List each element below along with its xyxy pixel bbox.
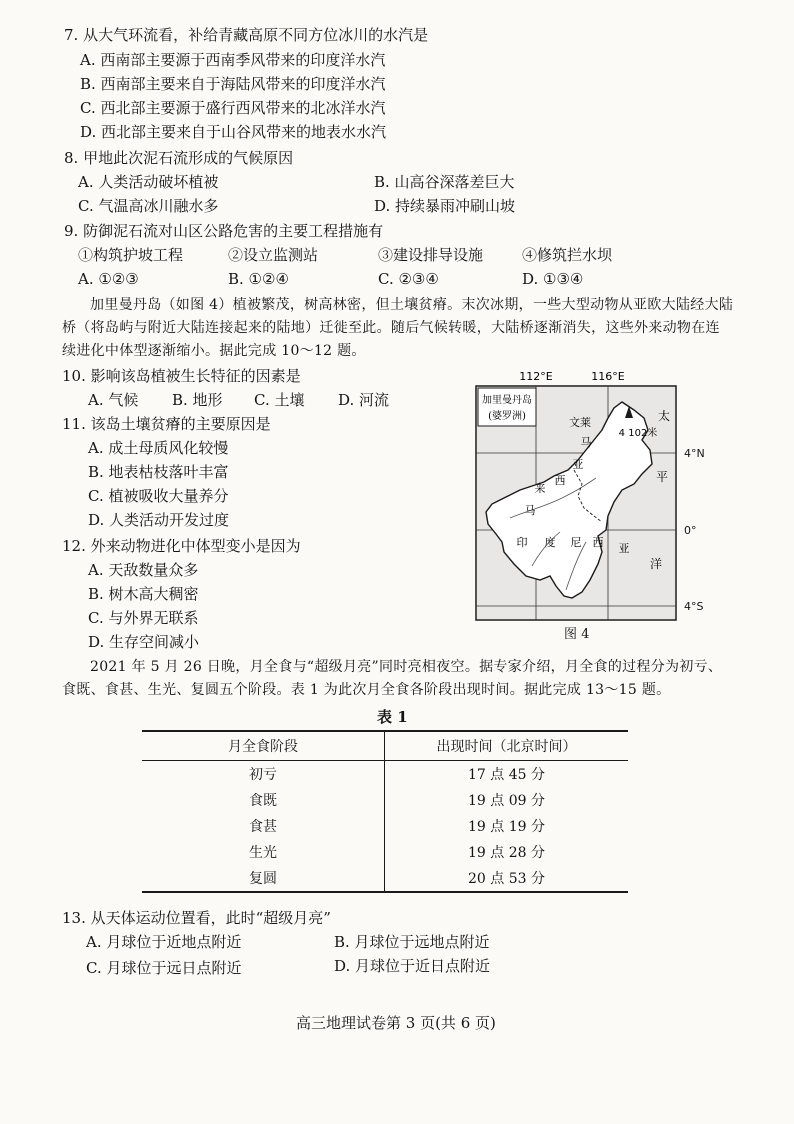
map-lat-4n: 4°N	[684, 447, 705, 460]
question-9-measure-1: ①构筑护坡工程	[78, 246, 184, 264]
question-11-option-c: C. 植被吸收大量养分	[88, 487, 229, 505]
question-11-option-b: B. 地表枯枝落叶丰富	[88, 463, 229, 481]
map-sea-char-3: 洋	[649, 557, 663, 571]
question-13-option-a: A. 月球位于近地点附近	[86, 933, 242, 951]
question-10-option-c: C. 土壤	[254, 391, 305, 409]
table-header-stage: 月全食阶段	[142, 731, 385, 761]
question-8-option-a: A. 人类活动破坏植被	[78, 173, 219, 191]
table-cell-stage: 初亏	[142, 761, 385, 788]
map-land-char-3: 西	[554, 474, 566, 487]
question-9-option-c: C. ②③④	[378, 270, 439, 288]
question-7-option-d: D. 西北部主要来自于山谷风带来的地表水水汽	[80, 123, 387, 141]
passage-lunar-eclipse: 2021 年 5 月 26 日晚，月全食与“超级月亮”同时亮相夜空。据专家介绍，月全食的过程分为初亏、食既、食甚、生光、复圆五个阶段。表 1 为此次月全食各阶段出现时间。据此完成 13～15 题。	[62, 659, 723, 698]
table-cell-stage: 复圆	[142, 865, 385, 892]
map-lon-right: 116°E	[591, 370, 625, 383]
page-footer: 高三地理试卷第 3 页(共 6 页)	[296, 1014, 496, 1032]
question-7-option-b: B. 西南部主要来自于海陆风带来的印度洋水汽	[80, 75, 386, 93]
question-11-option-d: D. 人类活动开发过度	[88, 511, 230, 529]
question-11-stem: 11. 该岛土壤贫瘠的主要原因是	[62, 415, 271, 433]
map-land-char-5: 马	[524, 504, 536, 517]
map-land-char-9: 西	[592, 536, 604, 549]
map-land-char-4: 来	[534, 482, 546, 495]
question-9-measure-3: ③建设排导设施	[378, 246, 484, 264]
table-cell-stage: 食既	[142, 787, 385, 813]
table-cell-stage: 生光	[142, 839, 385, 865]
question-8-option-d: D. 持续暴雨冲刷山坡	[374, 197, 516, 215]
table-header-time: 出现时间（北京时间）	[385, 731, 629, 761]
question-7-option-a: A. 西南部主要源于西南季风带来的印度洋水汽	[80, 51, 386, 69]
question-13-option-d: D. 月球位于近日点附近	[334, 957, 491, 975]
question-10-option-a: A. 气候	[88, 391, 139, 409]
table-row	[142, 787, 628, 813]
question-13-stem: 13. 从天体运动位置看，此时“超级月亮”	[62, 909, 331, 927]
question-9-stem: 9. 防御泥石流对山区公路危害的主要工程措施有	[64, 222, 384, 240]
map-land-char-7: 度	[544, 536, 556, 549]
borneo-map	[474, 366, 686, 652]
question-13-option-b: B. 月球位于远地点附近	[334, 933, 490, 951]
map-land-char-2: 亚	[572, 458, 584, 471]
question-9-option-a: A. ①②③	[78, 270, 139, 288]
map-label-brunei: 文莱	[569, 416, 591, 429]
table-cell-time: 17 点 45 分	[468, 767, 545, 783]
table-cell-time: 19 点 09 分	[468, 793, 545, 809]
map-land-char-6: 印	[516, 536, 528, 549]
question-8-stem: 8. 甲地此次泥石流形成的气候原因	[64, 149, 294, 167]
question-12-option-b: B. 树木高大稠密	[88, 585, 199, 603]
question-8-option-b: B. 山高谷深落差巨大	[374, 173, 515, 191]
table-cell-time: 20 点 53 分	[468, 871, 545, 887]
map-lat-4s: 4°S	[684, 600, 704, 613]
table-cell-time: 19 点 19 分	[468, 819, 545, 835]
table-row	[142, 839, 628, 865]
question-12-option-c: C. 与外界无联系	[88, 609, 199, 627]
map-lat-0: 0°	[684, 524, 697, 537]
map-land-char-1: 马	[580, 436, 592, 449]
table-row	[142, 761, 628, 788]
question-12-option-a: A. 天敌数量众多	[88, 561, 199, 579]
question-12-stem: 12. 外来动物进化中体型变小是因为	[62, 537, 301, 555]
question-9-measure-2: ②设立监测站	[228, 246, 319, 264]
map-lon-left: 112°E	[519, 370, 553, 383]
map-legend-title: 加里曼丹岛	[482, 395, 532, 406]
map-land-char-10: 亚	[618, 542, 630, 555]
question-9-option-d: D. ①③④	[522, 270, 584, 288]
question-12-option-d: D. 生存空间减小	[88, 633, 200, 651]
question-8-option-c: C. 气温高冰川融水多	[78, 197, 219, 215]
lunar-eclipse-table	[142, 730, 628, 893]
question-11-option-a: A. 成土母质风化较慢	[88, 439, 229, 457]
passage-borneo: 加里曼丹岛（如图 4）植被繁茂，树高林密，但土壤贫瘠。末次冰期，一些大型动物从亚欧大陆经大陆桥（将岛屿与附近大陆连接起来的陆地）迁徙至此。随后气候转暖，大陆桥逐渐消失，这些外来动物在连续进化中体型逐渐缩小。据此完成 10～12 题。	[62, 297, 734, 359]
question-10-option-d: D. 河流	[338, 391, 390, 409]
map-legend-subtitle: (婆罗洲)	[488, 411, 526, 422]
map-label-peak: 4 102米	[618, 428, 658, 439]
question-13-option-c: C. 月球位于远日点附近	[86, 959, 242, 977]
question-7-stem: 7. 从大气环流看，补给青藏高原不同方位冰川的水汽是	[64, 26, 429, 44]
map-sea-char-1: 太	[657, 409, 671, 423]
table-row	[142, 865, 628, 892]
question-10-option-b: B. 地形	[172, 391, 223, 409]
figure-4-caption: 图 4	[564, 627, 590, 642]
table-cell-time: 19 点 28 分	[468, 845, 545, 861]
question-9-option-b: B. ①②④	[228, 270, 289, 288]
map-sea-char-2: 平	[655, 470, 669, 484]
question-10-stem: 10. 影响该岛植被生长特征的因素是	[62, 367, 301, 385]
question-9-measure-4: ④修筑拦水坝	[522, 246, 613, 264]
table-row	[142, 813, 628, 839]
table-cell-stage: 食甚	[142, 813, 385, 839]
table-1-title: 表 1	[377, 708, 408, 726]
question-7-option-c: C. 西北部主要源于盛行西风带来的北冰洋水汽	[80, 99, 386, 117]
map-land-char-8: 尼	[570, 536, 582, 549]
